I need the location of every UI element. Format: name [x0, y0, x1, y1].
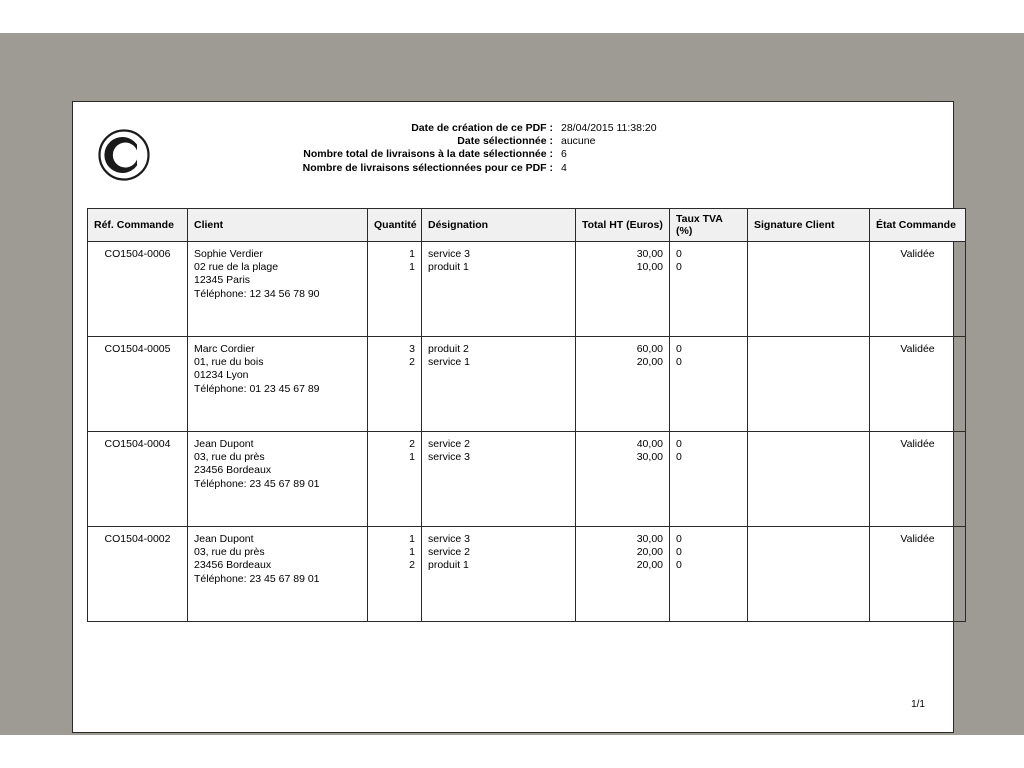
- table-row: [88, 432, 966, 527]
- meta-row: [263, 148, 903, 161]
- cell-ref: CO1504-0004: [104, 438, 171, 450]
- cell-etat-commande: Validée: [900, 533, 935, 545]
- cell-ref: CO1504-0006: [104, 248, 171, 260]
- orders-table: [87, 208, 966, 622]
- column-header-ref: Réf. Commande: [88, 209, 188, 242]
- table-body: [88, 242, 966, 622]
- cell-taux-tva: 0 0: [676, 343, 682, 369]
- orders-table-wrapper: [87, 208, 956, 622]
- cell-quantite: 1 1 2: [409, 533, 415, 572]
- table-header-row: [88, 209, 966, 242]
- column-header-total-ht: Total HT (Euros): [576, 209, 670, 242]
- meta-row: [263, 162, 903, 175]
- cell-ref: CO1504-0005: [104, 343, 171, 355]
- copyright-c-logo-icon: [97, 128, 151, 182]
- meta-value: 6: [561, 148, 567, 161]
- table-row: [88, 337, 966, 432]
- cell-designation: produit 2 service 1: [428, 343, 471, 369]
- cell-signature-client: [754, 248, 863, 261]
- meta-row: [263, 122, 903, 135]
- column-header-designation: Désignation: [422, 209, 576, 242]
- cell-etat-commande: Validée: [900, 248, 935, 260]
- document-header: [73, 102, 953, 194]
- meta-label: Nombre total de livraisons à la date sélectionnée :: [303, 148, 553, 161]
- cell-total-ht: 30,00 20,00 20,00: [636, 533, 663, 572]
- cell-quantite: 3 2: [409, 343, 415, 369]
- cell-client: Marc Cordier 01, rue du bois 01234 Lyon Téléphone: 01 23 45 67 89: [194, 343, 320, 395]
- cell-signature-client: [754, 438, 863, 451]
- cell-quantite: 2 1: [409, 438, 415, 464]
- cell-designation: service 2 service 3: [428, 438, 471, 464]
- cell-signature-client: [754, 533, 863, 546]
- document-meta-block: [263, 122, 903, 175]
- column-header-client: Client: [188, 209, 368, 242]
- column-header-signature-client: Signature Client: [748, 209, 870, 242]
- cell-client: Jean Dupont 03, rue du près 23456 Bordeaux Téléphone: 23 45 67 89 01: [194, 438, 320, 490]
- cell-signature-client: [754, 343, 863, 356]
- cell-quantite: 1 1: [409, 248, 415, 274]
- meta-label: Nombre de livraisons sélectionnées pour ce PDF :: [302, 161, 553, 174]
- cell-total-ht: 30,00 10,00: [636, 248, 663, 274]
- meta-value: aucune: [561, 135, 596, 148]
- cell-taux-tva: 0 0 0: [676, 533, 682, 572]
- pdf-viewer-canvas: [0, 33, 1024, 735]
- cell-designation: service 3 service 2 produit 1: [428, 533, 471, 572]
- cell-client: Sophie Verdier 02 rue de la plage 12345 Paris Téléphone: 12 34 56 78 90: [194, 248, 320, 300]
- meta-row: [263, 135, 903, 148]
- cell-total-ht: 60,00 20,00: [636, 343, 663, 369]
- meta-value: 4: [561, 161, 567, 174]
- page-number: 1/1: [911, 699, 925, 710]
- cell-taux-tva: 0 0: [676, 438, 682, 464]
- meta-label: Date de création de ce PDF :: [411, 122, 553, 134]
- table-row: [88, 527, 966, 622]
- cell-ref: CO1504-0002: [104, 533, 171, 545]
- cell-designation: service 3 produit 1: [428, 248, 471, 274]
- meta-label: Date sélectionnée :: [457, 135, 553, 148]
- meta-value: 28/04/2015 11:38:20: [561, 122, 657, 134]
- cell-client: Jean Dupont 03, rue du près 23456 Bordeaux Téléphone: 23 45 67 89 01: [194, 533, 320, 585]
- pdf-page: [72, 101, 954, 733]
- table-row: [88, 242, 966, 337]
- column-header-etat-commande: État Commande: [870, 209, 966, 242]
- cell-total-ht: 40,00 30,00: [636, 438, 663, 464]
- column-header-quantite: Quantité: [368, 209, 422, 242]
- cell-taux-tva: 0 0: [676, 248, 682, 274]
- cell-etat-commande: Validée: [900, 343, 935, 355]
- cell-etat-commande: Validée: [900, 438, 935, 450]
- column-header-taux-tva: Taux TVA (%): [670, 209, 748, 242]
